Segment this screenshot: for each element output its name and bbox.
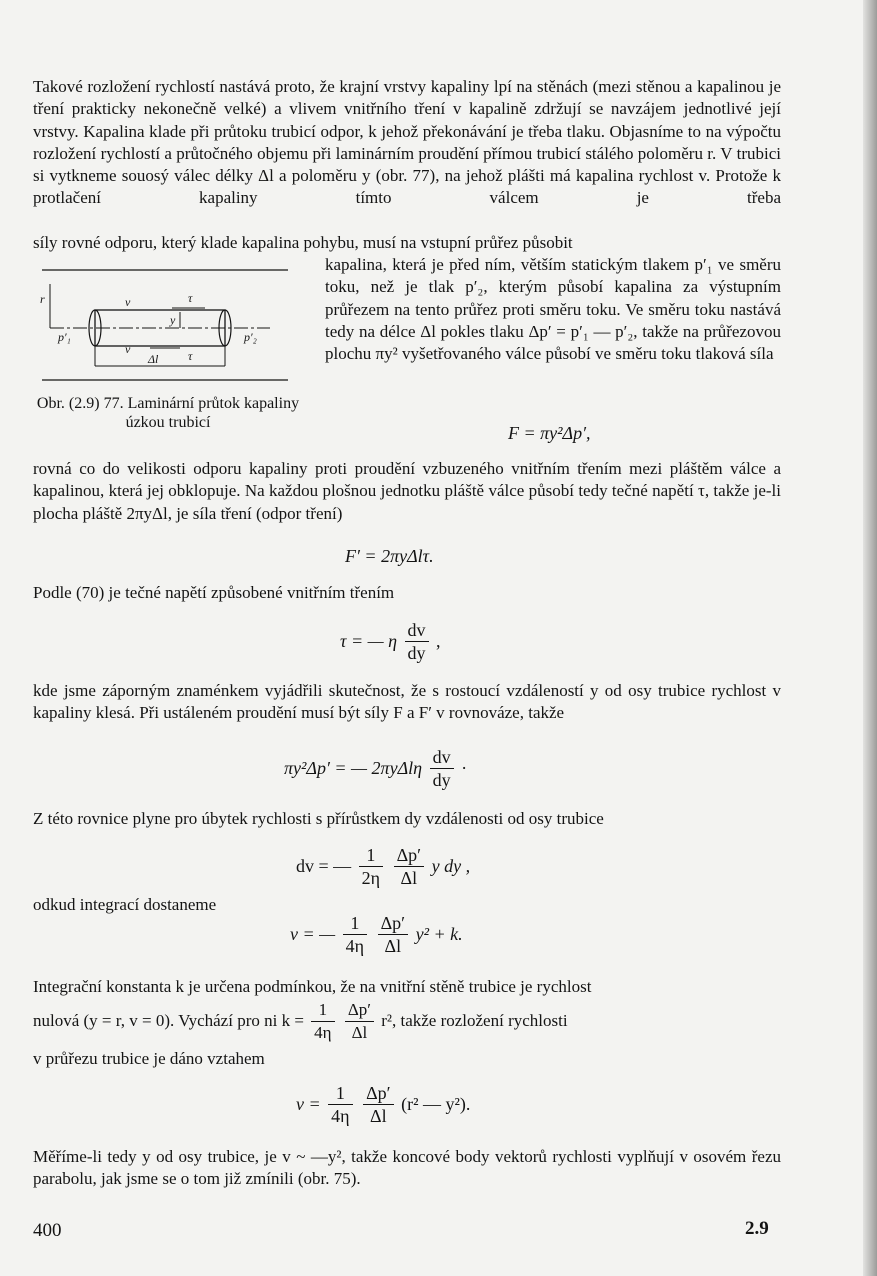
equation-velocity-integral: v = — $\frac{1}{4\eta}$ $\frac{\Delta p'}{\Delta l}$ y² + k.	[290, 913, 463, 956]
equation-friction-force: F′ = 2πyΔlτ.	[345, 546, 434, 566]
section-number: 2.9	[745, 1218, 769, 1239]
figure-caption: Obr. (2.9) 77. Laminární průtok kapaliny úzkou trubicí	[36, 395, 300, 431]
paragraph-7-line-1: Integrační konstanta k je určena podmínkou, že na vnitřní stěně trubice je rychlost	[33, 977, 592, 996]
figure-label-v-top: v	[125, 295, 131, 309]
figure-label-r: r	[40, 292, 45, 306]
page-number: 400	[33, 1220, 62, 1241]
paragraph-6: odkud integrací dostaneme	[33, 895, 217, 914]
equation-force-balance: πy²Δp′ = — 2πyΔlη $\frac{dv}{dy}$ ·	[284, 747, 468, 790]
figure-label-delta-l: Δl	[148, 352, 159, 366]
figure-label-v-bottom: v	[125, 342, 131, 356]
paragraph-1-last-line: síly rovné odporu, který klade kapalina pohybu, musí na vstupní průřez působit	[33, 233, 573, 252]
equation-velocity-profile: v = $\frac{1}{4\eta}$ $\frac{\Delta p'}{\Delta l}$ (r² — y²).	[296, 1083, 471, 1126]
paragraph-7-line-3: v průřezu trubice je dáno vztahem	[33, 1049, 265, 1068]
paragraph-1: Takové rozložení rychlostí nastává proto, že krajní vrstvy kapaliny lpí na stěnách (mezi stěnou a kapalinou je tření prakticky nekonečně velké) a vlivem vnitřního tření v kapalině zdržují se navzájem jednotlivé její vrstvy. Kapalina klade při průtoku trubicí odpor, k jehož překonávání je třeba tlaku. Objasníme to na výpočtu rozložení rychlostí a průtočného objemu při laminárním proudění přímou trubicí stálého poloměru r. V trubici si vytkneme souosý válec délky Δl a poloměru y (obr. 77), na jehož plášti má kapalina rychlost v. Protože k protlačení kapaliny tímto válcem je třeba	[33, 77, 781, 208]
equation-shear-stress: τ = — η $\frac{dv}{dy}$ ,	[340, 620, 441, 663]
equation-velocity-differential: dv = — $\frac{1}{2\eta}$ $\frac{\Delta p'}{\Delta l}$ y dy ,	[296, 845, 471, 888]
paragraph-8: Měříme-li tedy y od osy trubice, je v ~ —y², takže koncové body vektorů rychlosti vyplňují v osovém řezu parabolu, jak jsme se o tom již zmínili (obr. 75).	[33, 1147, 781, 1189]
equation-pressure-force: F = πy²Δp′,	[508, 423, 591, 443]
figure-label-y: y	[170, 313, 176, 327]
book-spine-shadow	[863, 0, 877, 1276]
paragraph-5: Z této rovnice plyne pro úbytek rychlosti s přírůstkem dy vzdálenosti od osy trubice	[33, 809, 604, 828]
figure-label-p1: p′₁	[58, 330, 71, 344]
figure-label-tau-bottom: τ	[188, 349, 193, 363]
laminar-flow-tube-figure	[30, 262, 300, 392]
paragraph-7-line-2: nulová (y = r, v = 0). Vychází pro ni k = $\frac{1}{4\eta}$ $\frac{\Delta p'}{\Delta l}$ r², takže rozložení rychlosti	[33, 1000, 568, 1042]
figure-label-p2: p′₂	[244, 330, 257, 344]
paragraph-1-beside-figure: kapalina, která je před ním, větším statickým tlakem p′₁ ve směru toku, než je tlak p′₂, kterým působí kapalina za výstupním průřezem na tento průřez proti směru toku. Ve směru toku nastává tedy na délce Δl pokles tlaku Δp′ = p′₁ — p′₂, takže na průřezovou plochu πy² vyšetřovaného válce působí ve směru toku tlaková síla	[325, 255, 781, 364]
figure-label-tau-top: τ	[188, 291, 193, 305]
paragraph-4: kde jsme záporným znaménkem vyjádřili skutečnost, že s rostoucí vzdáleností y od osy trubice rychlost v kapaliny klesá. Při ustáleném proudění musí být síly F a F′ v rovnováze, takže	[33, 681, 781, 723]
paragraph-3: Podle (70) je tečné napětí způsobené vnitřním třením	[33, 583, 395, 602]
paragraph-2: rovná co do velikosti odporu kapaliny proti proudění vzbuzeného vnitřním třením mezi pláštěm válce a kapalinou, která jej obklopuje. Na každou plošnou jednotku pláště válce působí tedy tečné napětí τ, takže je-li plocha pláště 2πyΔl, je síla tření (odpor tření)	[33, 459, 781, 523]
